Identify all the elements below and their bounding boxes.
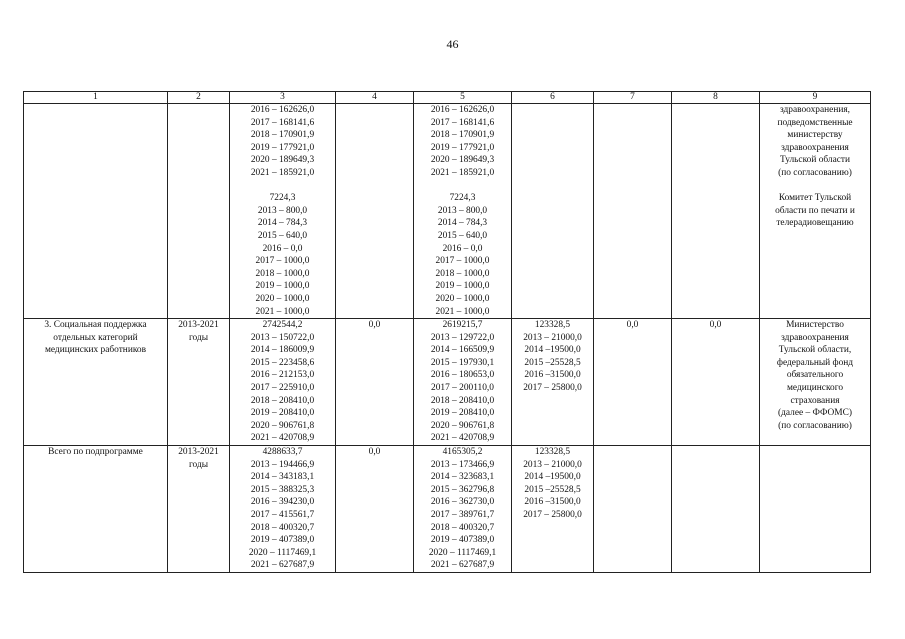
cell-line: 2013 – 800,0: [437, 205, 488, 216]
cell-line: 2020 – 1000,0: [435, 293, 490, 304]
local-budget-cell: [512, 104, 594, 319]
executor-cell: [760, 446, 871, 573]
name-cell: [24, 104, 168, 319]
cell-line: здравоохранения,: [779, 105, 851, 115]
cell-line: 2016 – 0,0: [262, 243, 303, 254]
total-funding-cell: [230, 104, 336, 319]
header-cell: 4: [336, 92, 414, 104]
cell-line: 2013 – 800,0: [257, 205, 308, 216]
cell-line: федеральный фонд: [776, 357, 854, 368]
cell-line: 2017 – 168141,6: [250, 117, 315, 128]
other-sources-cell: [672, 446, 760, 573]
cell-line: 2018 – 1000,0: [255, 268, 310, 279]
cell-line: 0,0: [709, 320, 722, 331]
cell-line: 2016 – 362730,0: [430, 497, 495, 508]
cell-line: 2013 – 194466,9: [250, 459, 315, 470]
cell-line: 2020 – 189649,3: [430, 155, 495, 166]
federal-budget-cell: [336, 446, 414, 573]
cell-line: 2018 – 1000,0: [435, 268, 490, 279]
cell-line: 2016 –31500,0: [524, 370, 581, 381]
executor-cell: [760, 104, 871, 319]
table-row: [24, 104, 871, 319]
cell-line: 2019 – 1000,0: [255, 281, 310, 292]
cell-line: подведомственные: [777, 117, 853, 128]
cell-line: 2015 – 197930,1: [430, 357, 495, 368]
cell-line: 2017 – 25800,0: [523, 383, 582, 394]
cell-line: 2018 – 400320,7: [250, 522, 315, 533]
cell-line: 2020 – 189649,3: [250, 155, 315, 166]
cell-line: 2019 – 407389,0: [430, 535, 495, 546]
cell-line: 2020 – 906761,8: [250, 420, 315, 431]
total-funding-cell: [230, 446, 336, 573]
cell-line: 2013 – 150722,0: [250, 332, 315, 343]
cell-line: 2016 – 0,0: [442, 243, 483, 254]
cell-line: 2015 – 640,0: [437, 230, 488, 241]
table-row: [24, 446, 871, 573]
cell-line: Тульской области,: [778, 345, 852, 356]
cell-line: 2013-2021: [178, 320, 219, 331]
header-cell: 8: [672, 92, 760, 104]
extra-budget-cell: [594, 446, 672, 573]
regional-budget-cell: [414, 104, 512, 319]
cell-line: 2019 – 177921,0: [250, 142, 315, 153]
page-number: 46: [446, 37, 459, 51]
cell-line: 2016 – 394230,0: [250, 497, 315, 508]
cell-line: Тульской области: [779, 155, 851, 166]
cell-line: 2018 – 208410,0: [430, 395, 495, 406]
cell-line: министерству: [787, 130, 843, 141]
cell-line: 2021 – 185921,0: [430, 167, 495, 178]
cell-line: 2014 – 784,3: [437, 218, 488, 229]
header-cell: 7: [594, 92, 672, 104]
cell-line: 2021 – 1000,0: [435, 306, 490, 317]
regional-budget-cell: [414, 319, 512, 446]
name-cell: [24, 446, 168, 573]
cell-line: Министерство: [786, 320, 844, 331]
other-sources-cell: [672, 319, 760, 446]
cell-line: 2017 – 389761,7: [430, 510, 495, 520]
cell-line: 2019 – 208410,0: [430, 408, 495, 419]
cell-line: 0,0: [626, 320, 639, 331]
cell-line: 2017 – 1000,0: [435, 256, 490, 267]
cell-line: 0,0: [368, 320, 381, 331]
name-cell: [24, 319, 168, 446]
total-funding-cell: [230, 319, 336, 446]
cell-line: 2018 – 170901,9: [250, 130, 315, 141]
cell-line: 2014 – 784,3: [257, 218, 308, 229]
cell-line: Всего по подпрограмме: [48, 447, 143, 458]
cell-line: 2016 – 162626,0: [250, 105, 315, 115]
local-budget-cell: [512, 446, 594, 573]
cell-line: 2017 – 225910,0: [250, 383, 315, 394]
cell-line: годы: [188, 459, 209, 470]
cell-line: 2014 – 323683,1: [430, 472, 495, 483]
cell-line: здравоохранения: [781, 142, 849, 153]
cell-line: 2018 – 208410,0: [250, 395, 315, 406]
header-cell: 9: [760, 92, 871, 104]
cell-line: 2021 – 627687,9: [250, 560, 315, 571]
cell-line: 2015 – 362796,8: [430, 484, 495, 495]
cell-line: 3. Социальная поддержка: [44, 320, 147, 331]
cell-line: (по согласованию): [778, 167, 852, 178]
cell-line: 2015 –25528,5: [524, 484, 581, 495]
cell-line: 2021 – 185921,0: [250, 167, 315, 178]
cell-line: 2019 – 407389,0: [250, 535, 315, 546]
cell-line: страхования: [790, 395, 840, 406]
header-cell: 1: [24, 92, 168, 104]
local-budget-cell: [512, 319, 594, 446]
header-cell: 6: [512, 92, 594, 104]
cell-line: 2015 –25528,5: [524, 357, 581, 368]
table-row: [24, 319, 871, 446]
cell-line: 4165305,2: [442, 447, 483, 458]
cell-line: 2014 – 166509,9: [430, 345, 495, 356]
cell-line: 2021 – 420708,9: [250, 433, 315, 444]
group-spacer: [762, 180, 868, 193]
cell-line: 2020 – 906761,8: [430, 420, 495, 431]
cell-line: 0,0: [368, 447, 381, 458]
period-cell: [168, 104, 230, 319]
cell-line: 7224,3: [269, 193, 296, 204]
cell-line: 2014 –19500,0: [524, 472, 581, 483]
cell-line: 2020 – 1117469,1: [428, 547, 497, 558]
cell-line: 2020 – 1000,0: [255, 293, 310, 304]
cell-line: медицинских работников: [44, 345, 147, 356]
cell-line: 2016 –31500,0: [524, 497, 581, 508]
cell-line: области по печати и: [775, 205, 855, 216]
header-cell: 5: [414, 92, 512, 104]
cell-line: 2013 – 21000,0: [523, 332, 582, 343]
cell-line: 2013 – 129722,0: [430, 332, 495, 343]
cell-line: 2017 – 200110,0: [431, 383, 494, 394]
cell-line: годы: [188, 332, 209, 343]
federal-budget-cell: [336, 319, 414, 446]
period-cell: [168, 446, 230, 573]
cell-line: (далее – ФФОМС): [778, 408, 852, 419]
cell-line: 2015 – 640,0: [257, 230, 308, 241]
header-row: [24, 92, 871, 104]
cell-line: обязательного: [786, 370, 844, 381]
cell-line: 2017 – 1000,0: [255, 256, 310, 267]
cell-line: 2016 – 162626,0: [430, 105, 495, 115]
regional-budget-cell: [414, 446, 512, 573]
cell-line: 123328,5: [534, 320, 571, 331]
cell-line: 2016 – 180653,0: [430, 370, 495, 381]
cell-line: 2017 – 168141,6: [430, 117, 495, 128]
cell-line: здравоохранения: [781, 332, 849, 343]
group-spacer: [416, 180, 509, 193]
program-table: [23, 91, 871, 573]
executor-cell: [760, 319, 871, 446]
cell-line: 2021 – 420708,9: [430, 433, 495, 444]
cell-line: 2016 – 212153,0: [250, 370, 315, 381]
group-spacer: [232, 180, 333, 193]
cell-line: 2014 – 186009,9: [250, 345, 315, 356]
period-cell: [168, 319, 230, 446]
extra-budget-cell: [594, 104, 672, 319]
cell-line: 2742544,2: [262, 320, 303, 331]
header-cell: 3: [230, 92, 336, 104]
cell-line: 2021 – 627687,9: [430, 560, 495, 571]
cell-line: 2019 – 1000,0: [435, 281, 490, 292]
cell-line: отдельных категорий: [53, 332, 138, 343]
cell-line: 7224,3: [449, 193, 476, 204]
cell-line: 123328,5: [534, 447, 571, 458]
cell-line: 2015 – 388325,3: [250, 484, 315, 495]
cell-line: 2017 – 415561,7: [250, 510, 315, 520]
cell-line: 2017 – 25800,0: [523, 510, 582, 520]
cell-line: телерадиовещанию: [776, 218, 854, 229]
cell-line: Комитет Тульской: [778, 193, 852, 204]
other-sources-cell: [672, 104, 760, 319]
cell-line: 2013 – 21000,0: [523, 459, 582, 470]
cell-line: 2019 – 208410,0: [250, 408, 315, 419]
cell-line: (по согласованию): [778, 420, 852, 431]
federal-budget-cell: [336, 104, 414, 319]
cell-line: 2021 – 1000,0: [255, 306, 310, 317]
cell-line: 2014 –19500,0: [524, 345, 581, 356]
cell-line: 2015 – 223458,6: [250, 357, 315, 368]
cell-line: 2018 – 170901,9: [430, 130, 495, 141]
header-cell: 2: [168, 92, 230, 104]
cell-line: 4288633,7: [262, 447, 303, 458]
extra-budget-cell: [594, 319, 672, 446]
cell-line: 2619215,7: [442, 320, 483, 331]
cell-line: 2014 – 343183,1: [250, 472, 315, 483]
cell-line: 2019 – 177921,0: [430, 142, 495, 153]
cell-line: 2013 – 173466,9: [430, 459, 495, 470]
cell-line: 2020 – 1117469,1: [248, 547, 317, 558]
cell-line: 2018 – 400320,7: [430, 522, 495, 533]
cell-line: 2013-2021: [178, 447, 219, 458]
cell-line: медицинского: [786, 383, 844, 394]
